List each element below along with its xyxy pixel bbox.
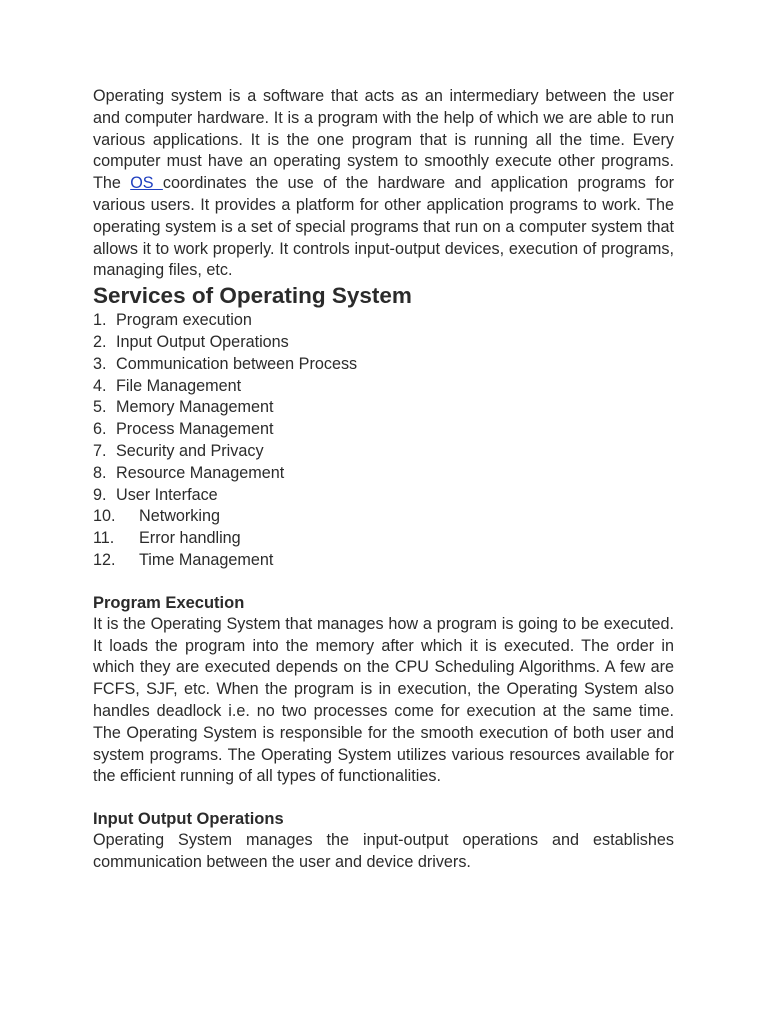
- list-item: [93, 376, 674, 398]
- list-item: [93, 485, 674, 507]
- list-item: [93, 419, 674, 441]
- list-item-label: Resource Management: [116, 463, 285, 482]
- list-item-label: Time Management: [139, 550, 274, 569]
- list-item: [93, 310, 674, 332]
- list-item-number: 10.: [93, 507, 116, 526]
- list-item-label: Program execution: [116, 311, 252, 330]
- list-item: [93, 463, 674, 485]
- list-item: [93, 397, 674, 419]
- list-item-label: Process Management: [116, 420, 274, 439]
- list-item: [93, 550, 674, 572]
- intro-text-before-link: Operating system is a software that acts as an intermediary between the user and computer hardware. It is a program with the help of which we are able to run various applications. It is the one program that is running all the time. Every computer must have an operating system to smoothly execute other programs. The: [93, 87, 674, 193]
- list-item-number: 5.: [93, 398, 107, 417]
- list-item-label: Memory Management: [116, 398, 274, 417]
- list-item: [93, 506, 674, 528]
- document-page: [93, 86, 674, 874]
- list-item: [93, 528, 674, 550]
- services-list: [93, 310, 674, 572]
- io-operations-heading: Input Output Operations: [93, 810, 284, 829]
- list-item-label: User Interface: [116, 485, 218, 504]
- spacer: [93, 572, 674, 592]
- list-item: [93, 441, 674, 463]
- list-item-number: 12.: [93, 550, 116, 569]
- list-item: [93, 332, 674, 354]
- list-item: [93, 354, 674, 376]
- list-item-label: Security and Privacy: [116, 441, 264, 460]
- list-item-number: 6.: [93, 420, 107, 439]
- io-operations-paragraph: Operating System manages the input-output operations and establishes communication between the user and device drivers.: [93, 831, 674, 871]
- program-execution-heading: Program Execution: [93, 593, 245, 612]
- list-item-number: 8.: [93, 463, 107, 482]
- list-item-number: 7.: [93, 441, 107, 460]
- spacer: [93, 788, 674, 808]
- list-item-number: 9.: [93, 485, 107, 504]
- program-execution-paragraph: It is the Operating System that manages how a program is going to be executed. It loads the program into the memory after which it is executed. The order in which they are executed depends on the CPU Scheduling Algorithms. A few are FCFS, SJF, etc. When the program is in execution, the Operating System also handles deadlock i.e. no two processes come for execution at the same time. The Operating System is responsible for the smooth execution of both user and system programs. The Operating System utilizes various resources available for the efficient running of all types of functionalities.: [93, 614, 674, 786]
- list-item-number: 2.: [93, 332, 107, 351]
- list-item-number: 11.: [93, 529, 115, 548]
- list-item-label: Error handling: [139, 529, 241, 548]
- intro-paragraph: [93, 86, 674, 282]
- list-item-label: File Management: [116, 376, 242, 395]
- services-heading: Services of Operating System: [93, 283, 412, 309]
- list-item-number: 1.: [93, 311, 107, 330]
- os-link[interactable]: OS: [130, 174, 163, 193]
- list-item-label: Input Output Operations: [116, 332, 289, 351]
- list-item-label: Networking: [139, 507, 220, 526]
- list-item-label: Communication between Process: [116, 354, 358, 373]
- intro-text-after-link: coordinates the use of the hardware and application programs for various users. It provides a platform for other application programs to work. The operating system is a set of special programs that run on a computer system that allows it to work properly. It controls input-output devices, execution of programs, managing files, etc.: [93, 174, 674, 280]
- list-item-number: 3.: [93, 354, 107, 373]
- list-item-number: 4.: [93, 376, 107, 395]
